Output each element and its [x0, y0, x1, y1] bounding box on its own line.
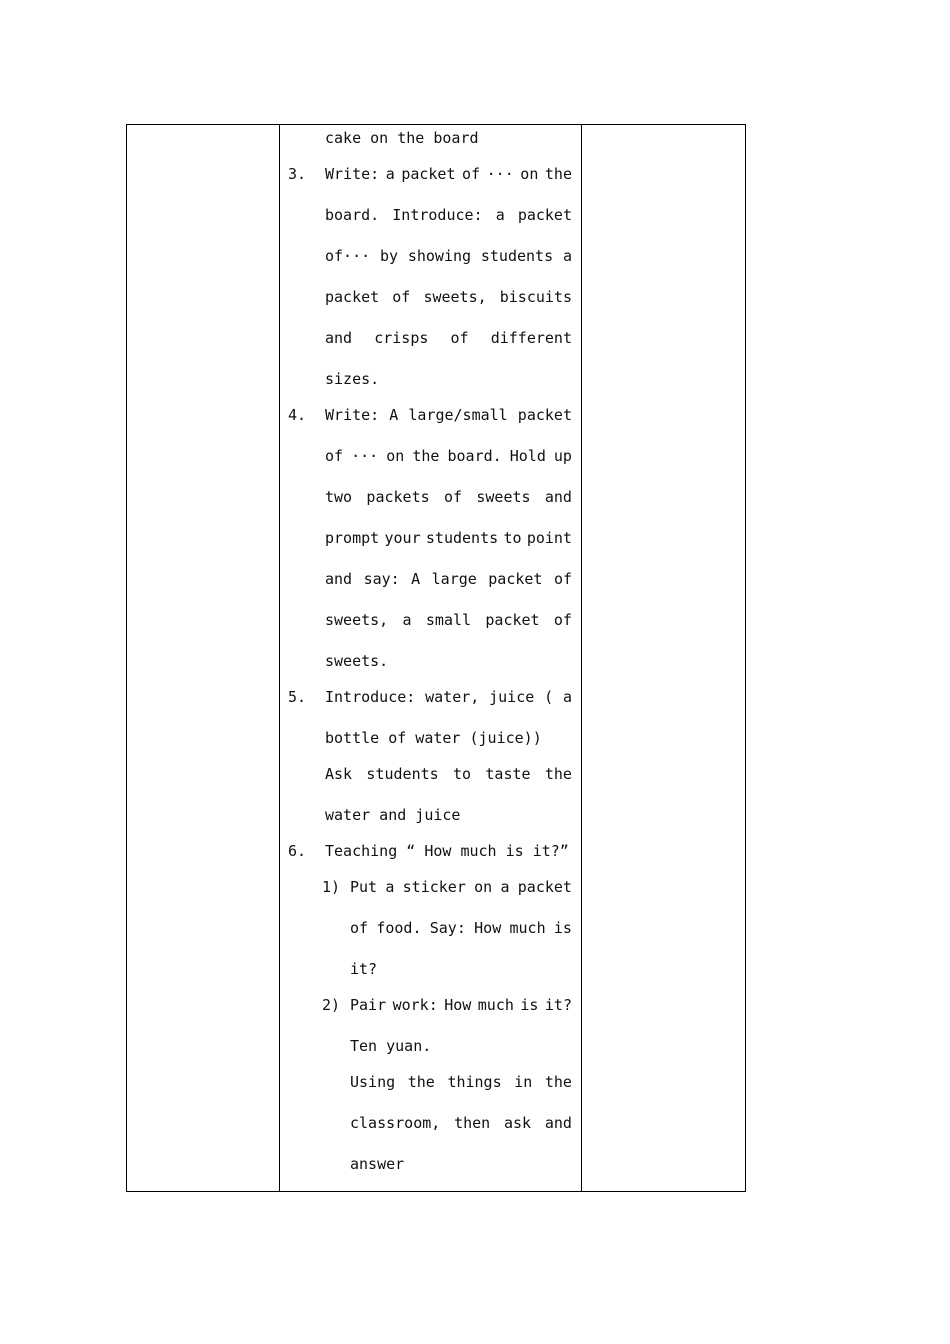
procedure-line	[280, 568, 581, 590]
line-text: board. Introduce: a packet	[325, 206, 572, 224]
procedure-line	[280, 486, 581, 508]
procedure-line	[280, 127, 581, 149]
procedure-line	[280, 876, 581, 898]
line-text: and say: A large packet of	[325, 570, 572, 588]
line-text: Write: a packet of ··· on the	[325, 165, 572, 183]
procedure-line	[280, 1035, 581, 1057]
line-text: of ··· on the board. Hold up	[325, 447, 572, 465]
line-text: Put a sticker on a packet	[350, 878, 572, 896]
line-text: two packets of sweets and	[325, 488, 572, 506]
line-text: answer	[350, 1155, 405, 1173]
procedure-line	[280, 404, 581, 426]
procedure-line	[280, 204, 581, 226]
step-number: 4.	[288, 406, 307, 424]
table-cell-left	[127, 125, 279, 1191]
line-text: sweets, a small packet of	[325, 611, 572, 629]
line-text: of food. Say: How much is	[350, 919, 572, 937]
line-text: Teaching “ How much is it?”	[325, 842, 569, 860]
procedure-line	[280, 327, 581, 349]
procedure-line	[280, 368, 581, 390]
step-number: 3.	[288, 165, 307, 183]
procedure-line	[280, 527, 581, 549]
line-text: prompt your students to point	[325, 529, 572, 547]
line-text: Pair work: How much is it?	[350, 996, 572, 1014]
procedure-line	[280, 286, 581, 308]
line-text: Ask students to taste the	[325, 765, 572, 783]
procedure-line	[280, 1112, 581, 1134]
procedure-line	[280, 1153, 581, 1175]
procedure-line	[280, 994, 581, 1016]
procedure-line	[280, 958, 581, 980]
table-cell-procedure	[280, 125, 581, 1191]
line-text: Write: A large/small packet	[325, 406, 572, 424]
procedure-line	[280, 686, 581, 708]
step-number: 6.	[288, 842, 307, 860]
line-text: cake on the board	[325, 129, 479, 147]
procedure-line	[280, 163, 581, 185]
procedure-line	[280, 804, 581, 826]
line-text: classroom, then ask and	[350, 1114, 572, 1132]
line-text: packet of sweets, biscuits	[325, 288, 572, 306]
line-text: water and juice	[325, 806, 461, 824]
line-text: sizes.	[325, 370, 380, 388]
line-text: and crisps of different	[325, 329, 572, 347]
procedure-line	[280, 1071, 581, 1093]
procedure-line	[280, 763, 581, 785]
line-text: Ten yuan.	[350, 1037, 432, 1055]
table-cell-right	[582, 125, 746, 1191]
procedure-line	[280, 917, 581, 939]
lesson-plan-table	[126, 124, 746, 1192]
line-text: of··· by showing students a	[325, 247, 572, 265]
procedure-line	[280, 727, 581, 749]
line-text: Using the things in the	[350, 1073, 572, 1091]
line-text: Introduce: water, juice ( a	[325, 688, 572, 706]
procedure-line	[280, 445, 581, 467]
step-number: 2)	[322, 996, 341, 1014]
step-number: 1)	[322, 878, 341, 896]
procedure-line	[280, 840, 581, 862]
line-text: bottle of water (juice))	[325, 729, 542, 747]
step-number: 5.	[288, 688, 307, 706]
line-text: it?	[350, 960, 378, 978]
line-text: sweets.	[325, 652, 389, 670]
procedure-line	[280, 245, 581, 267]
procedure-line	[280, 609, 581, 631]
procedure-line	[280, 650, 581, 672]
